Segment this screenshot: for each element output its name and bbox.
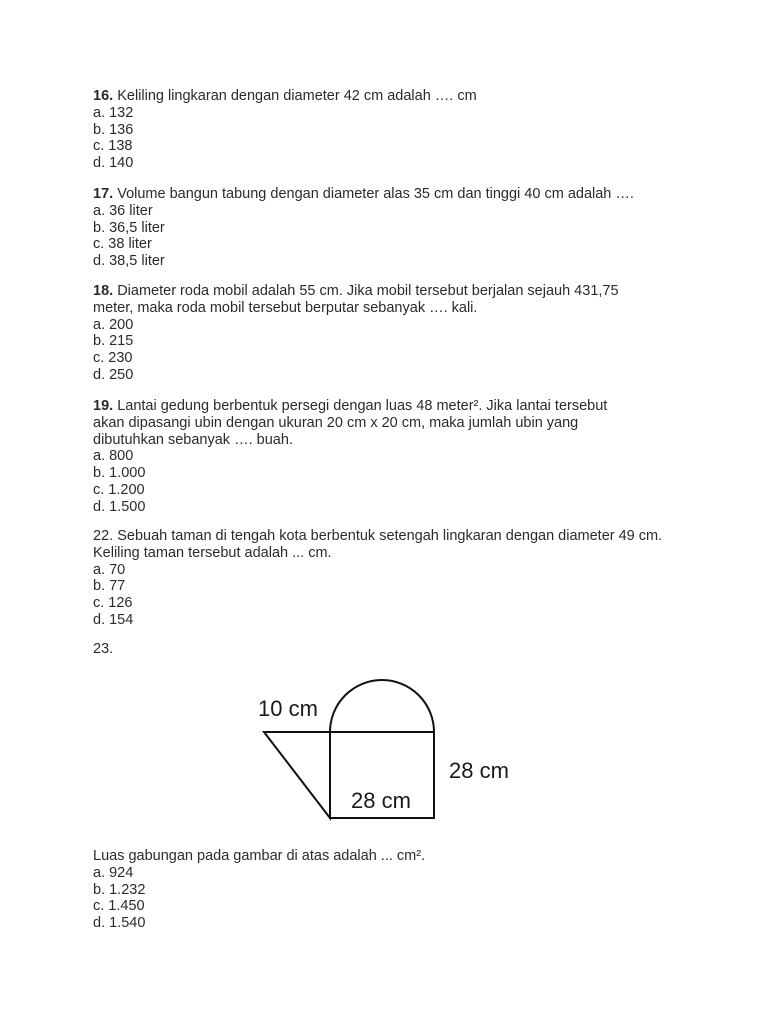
option-a: a. 132 xyxy=(93,104,134,121)
question-18-stem-line-2: meter, maka roda mobil tersebut berputar sebanyak …. kali. xyxy=(93,299,478,316)
question-number: 22. xyxy=(93,528,114,544)
question-19-stem-line-3: dibutuhkan sebanyak …. buah. xyxy=(93,431,293,448)
question-16-stem xyxy=(93,88,713,105)
option-b: b. 1.000 xyxy=(93,465,146,482)
option-a: a. 70 xyxy=(93,561,126,578)
label-square-width: 28 cm xyxy=(351,788,411,813)
option-d: d. 154 xyxy=(93,611,134,628)
question-text: Volume bangun tabung dengan diameter alas 35 cm dan tinggi 40 cm adalah …. xyxy=(117,186,634,202)
semicircle-shape xyxy=(330,680,434,732)
option-b: b. 36,5 liter xyxy=(93,219,165,236)
triangle-shape xyxy=(264,732,330,818)
option-b: b. 215 xyxy=(93,333,134,350)
question-number: 19. xyxy=(93,398,114,414)
question-23-body xyxy=(93,848,713,932)
option-b: b. 77 xyxy=(93,578,126,595)
option-d: d. 1.540 xyxy=(93,915,146,932)
option-c: c. 1.450 xyxy=(93,898,145,915)
question-number: 23. xyxy=(93,641,114,657)
option-a: a. 36 liter xyxy=(93,202,153,219)
option-c: c. 1.200 xyxy=(93,481,145,498)
option-d: d. 140 xyxy=(93,155,134,172)
composite-shape-diagram xyxy=(240,672,540,824)
question-text: Sebuah taman di tengah kota berbentuk setengah lingkaran dengan diameter 49 cm. xyxy=(117,528,663,544)
question-17-stem xyxy=(93,186,713,203)
question-18 xyxy=(93,283,713,384)
question-19-stem-line-2: akan dipasangi ubin dengan ukuran 20 cm x 20 cm, maka jumlah ubin yang xyxy=(93,414,579,431)
question-text: Diameter roda mobil adalah 55 cm. Jika mobil tersebut berjalan sejauh 431,75 xyxy=(117,283,619,299)
question-18-stem-line-1 xyxy=(93,283,713,300)
option-d: d. 1.500 xyxy=(93,498,146,515)
question-number: 17. xyxy=(93,186,114,202)
option-c: c. 230 xyxy=(93,350,133,367)
label-square-height: 28 cm xyxy=(449,758,509,783)
option-b: b. 136 xyxy=(93,121,134,138)
question-22-stem-line-1 xyxy=(93,528,713,545)
question-text: Luas gabungan pada gambar di atas adalah ... cm². xyxy=(93,848,426,864)
option-c: c. 38 liter xyxy=(93,236,152,253)
question-text: Lantai gedung berbentuk persegi dengan luas 48 meter². Jika lantai tersebut xyxy=(117,398,608,414)
label-triangle-base: 10 cm xyxy=(258,696,318,721)
option-c: c. 138 xyxy=(93,138,133,155)
question-16 xyxy=(93,88,713,172)
option-d: d. 250 xyxy=(93,366,134,383)
question-number: 18. xyxy=(93,283,114,299)
option-a: a. 924 xyxy=(93,864,134,881)
question-17 xyxy=(93,186,713,270)
question-number: 16. xyxy=(93,88,114,104)
question-22-stem-line-2: Keliling taman tersebut adalah ... cm. xyxy=(93,544,332,561)
question-19-stem-line-1 xyxy=(93,398,713,415)
option-c: c. 126 xyxy=(93,595,133,612)
option-a: a. 200 xyxy=(93,316,134,333)
question-19 xyxy=(93,398,713,516)
question-23 xyxy=(93,641,713,658)
option-d: d. 38,5 liter xyxy=(93,253,165,270)
question-text: Keliling lingkaran dengan diameter 42 cm adalah …. cm xyxy=(117,88,477,104)
question-22 xyxy=(93,528,713,629)
option-a: a. 800 xyxy=(93,448,134,465)
geometry-figure xyxy=(240,672,540,824)
option-b: b. 1.232 xyxy=(93,881,146,898)
